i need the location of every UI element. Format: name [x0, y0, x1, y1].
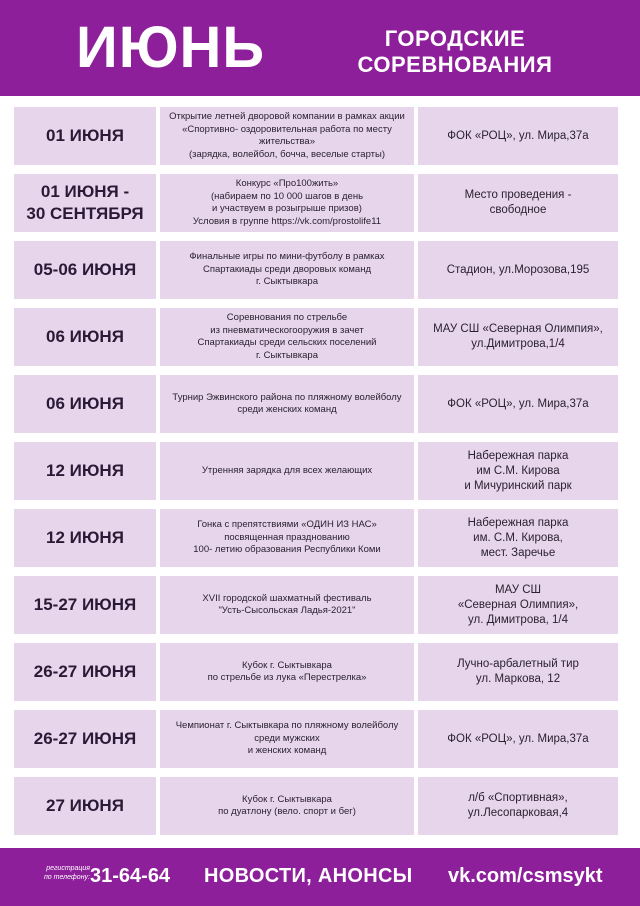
place-cell: МАУ СШ «Северная Олимпия», ул. Димитрова, 1/4	[418, 576, 618, 634]
month-title: ИЮНЬ	[76, 15, 266, 80]
place-cell: МАУ СШ «Северная Олимпия», ул.Димитрова,1/4	[418, 308, 618, 366]
date-cell: 12 ИЮНЯ	[14, 442, 156, 500]
place-cell: Лучно-арбалетный тир ул. Маркова, 12	[418, 643, 618, 701]
table-row	[14, 442, 622, 500]
event-cell: Чемпионат г. Сыктывкара по пляжному волейболу среди мужских и женских команд	[160, 710, 414, 768]
news-label: НОВОСТИ, АНОНСЫ	[204, 865, 413, 887]
date-cell: 15-27 ИЮНЯ	[14, 576, 156, 634]
table-row	[14, 308, 622, 366]
page-subtitle: ГОРОДСКИЕ СОРЕВНОВАНИЯ	[357, 26, 553, 77]
date-cell: 26-27 ИЮНЯ	[14, 710, 156, 768]
footer-banner	[0, 848, 640, 906]
place-cell: Стадион, ул.Морозова,195	[418, 241, 618, 299]
table-row	[14, 576, 622, 634]
event-cell: Конкурс «Про100жить» (набираем по 10 000 шагов в день и участвуем в розыгрыше призов) Условия в группе https://vk.com/prostolife11	[160, 174, 414, 232]
table-row	[14, 241, 622, 299]
vk-link[interactable]: vk.com/csmsykt	[448, 865, 603, 887]
table-row	[14, 710, 622, 768]
header-banner	[0, 0, 640, 96]
event-cell: Соревнования по стрельбе из пневматическогооружия в зачет Спартакиады среди сельских поселений г. Сыктывкара	[160, 308, 414, 366]
date-cell: 12 ИЮНЯ	[14, 509, 156, 567]
table-row	[14, 777, 622, 835]
registration-label: регистрация по телефону:	[43, 865, 90, 881]
place-cell: Набережная парка им С.М. Кирова и Мичуринский парк	[418, 442, 618, 500]
event-cell: Гонка с препятствиями «ОДИН ИЗ НАС» посвященная празднованию 100- летию образования Республики Коми	[160, 509, 414, 567]
event-cell: XVII городской шахматный фестиваль "Усть-Сысольская Ладья-2021"	[160, 576, 414, 634]
table-row	[14, 107, 622, 165]
event-cell: Утренняя зарядка для всех желающих	[160, 442, 414, 500]
event-cell: Кубок г. Сыктывкара по дуатлону (вело. спорт и бег)	[160, 777, 414, 835]
date-cell: 01 ИЮНЯ	[14, 107, 156, 165]
event-cell: Открытие летней дворовой компании в рамках акции «Спортивно- оздоровительная работа по месту жительства» (зарядка, волейбол, бочча, веселые старты)	[160, 107, 414, 165]
phone-number[interactable]: 31-64-64	[90, 865, 171, 887]
date-cell: 27 ИЮНЯ	[14, 777, 156, 835]
event-cell: Финальные игры по мини-футболу в рамках Спартакиады среди дворовых команд г. Сыктывкара	[160, 241, 414, 299]
date-cell: 26-27 ИЮНЯ	[14, 643, 156, 701]
event-cell: Кубок г. Сыктывкара по стрельбе из лука «Перестрелка»	[160, 643, 414, 701]
table-row	[14, 509, 622, 567]
place-cell: ФОК «РОЦ», ул. Мира,37а	[418, 710, 618, 768]
table-row	[14, 643, 622, 701]
place-cell: Место проведения - свободное	[418, 174, 618, 232]
event-cell: Турнир Эжвинского района по пляжному волейболу среди женских команд	[160, 375, 414, 433]
date-cell: 05-06 ИЮНЯ	[14, 241, 156, 299]
table-row	[14, 174, 622, 232]
place-cell: ФОК «РОЦ», ул. Мира,37а	[418, 375, 618, 433]
place-cell: л/б «Спортивная», ул.Лесопарковая,4	[418, 777, 618, 835]
date-cell: 01 ИЮНЯ - 30 СЕНТЯБРЯ	[14, 174, 156, 232]
date-cell: 06 ИЮНЯ	[14, 375, 156, 433]
table-row	[14, 375, 622, 433]
date-cell: 06 ИЮНЯ	[14, 308, 156, 366]
schedule-table	[0, 96, 640, 848]
place-cell: Набережная парка им. С.М. Кирова, мест. Заречье	[418, 509, 618, 567]
place-cell: ФОК «РОЦ», ул. Мира,37а	[418, 107, 618, 165]
